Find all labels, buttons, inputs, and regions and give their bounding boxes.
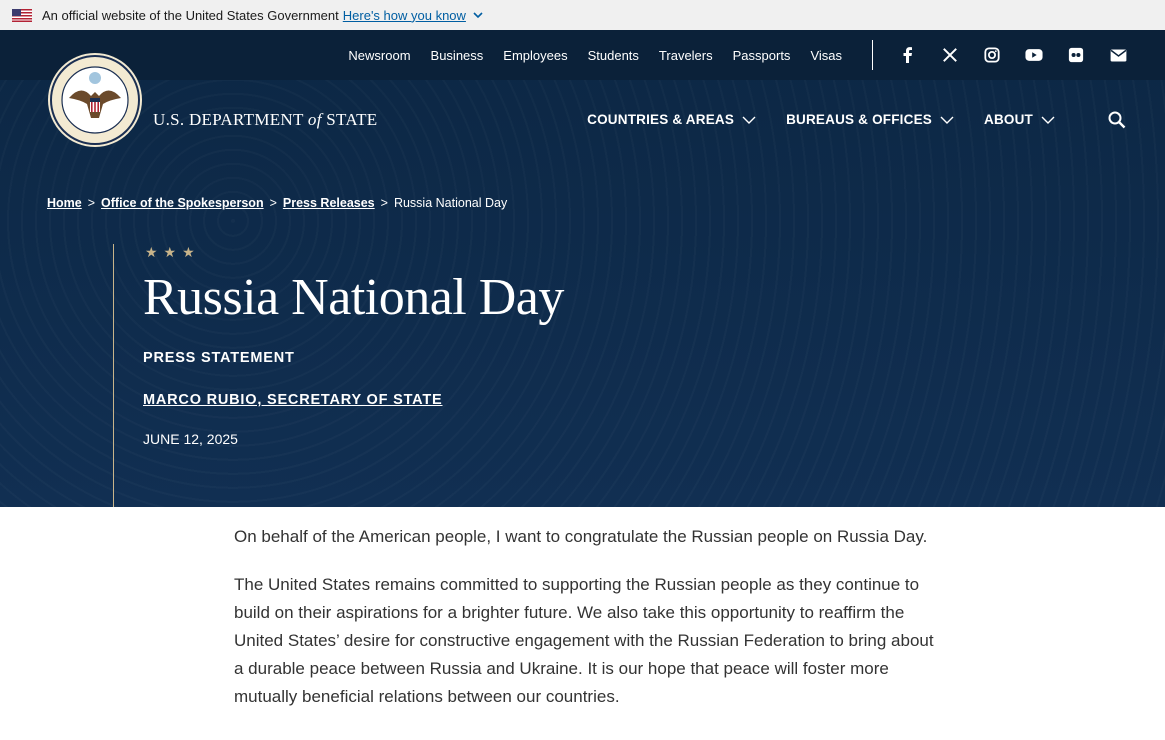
gov-banner-text: An official website of the United States Government bbox=[42, 7, 339, 23]
nav-newsroom[interactable]: Newsroom bbox=[348, 47, 411, 63]
document-type: PRESS STATEMENT bbox=[143, 350, 295, 366]
utility-nav bbox=[348, 48, 842, 63]
flickr-icon[interactable] bbox=[1067, 46, 1085, 64]
menu-about[interactable] bbox=[984, 112, 1055, 127]
social-links bbox=[899, 46, 1127, 64]
nav-business[interactable]: Business bbox=[430, 47, 484, 63]
youtube-icon[interactable] bbox=[1025, 46, 1043, 64]
nav-divider bbox=[872, 40, 873, 70]
facebook-icon[interactable] bbox=[899, 46, 917, 64]
menu-label: ABOUT bbox=[984, 112, 1033, 127]
utility-bar bbox=[0, 30, 1165, 80]
email-icon[interactable] bbox=[1109, 46, 1127, 64]
author-link[interactable]: MARCO RUBIO, SECRETARY OF STATE bbox=[143, 392, 443, 408]
chevron-down-icon bbox=[940, 115, 954, 125]
stars-decoration: ★★★ bbox=[145, 244, 201, 260]
breadcrumb-home[interactable]: Home bbox=[47, 196, 82, 210]
paragraph: On behalf of the American people, I want to congratulate the Russian people on Russia Day. bbox=[234, 527, 928, 546]
breadcrumb-press-releases[interactable]: Press Releases bbox=[282, 196, 375, 210]
nav-visas[interactable]: Visas bbox=[810, 47, 842, 63]
department-seal-logo[interactable] bbox=[47, 52, 143, 148]
chevron-down-icon[interactable] bbox=[472, 9, 484, 21]
nav-passports[interactable]: Passports bbox=[732, 47, 791, 63]
menu-label: BUREAUS & OFFICES bbox=[786, 112, 932, 127]
menu-bureaus-offices[interactable] bbox=[786, 112, 954, 127]
wordmark-suffix: STATE bbox=[321, 110, 378, 129]
how-you-know-link[interactable]: Here's how you know bbox=[342, 7, 466, 23]
breadcrumb-current: Russia National Day bbox=[393, 196, 508, 210]
hero bbox=[0, 30, 1165, 507]
primary-menu bbox=[587, 112, 1055, 127]
department-wordmark[interactable] bbox=[153, 110, 377, 130]
us-flag-icon bbox=[12, 9, 32, 22]
gov-banner bbox=[0, 0, 1165, 30]
wordmark-of: of bbox=[307, 110, 322, 129]
breadcrumb bbox=[47, 196, 507, 210]
x-icon[interactable] bbox=[941, 46, 959, 64]
menu-countries-areas[interactable] bbox=[587, 112, 756, 127]
chevron-down-icon bbox=[1041, 115, 1055, 125]
article-body bbox=[234, 523, 934, 731]
publish-date: JUNE 12, 2025 bbox=[143, 431, 238, 447]
breadcrumb-separator: > bbox=[380, 196, 388, 210]
wordmark-prefix: U.S. DEPARTMENT bbox=[153, 110, 308, 129]
breadcrumb-spokesperson[interactable]: Office of the Spokesperson bbox=[101, 196, 264, 210]
instagram-icon[interactable] bbox=[983, 46, 1001, 64]
title-rule bbox=[113, 244, 114, 507]
nav-employees[interactable]: Employees bbox=[503, 47, 568, 63]
main-header bbox=[0, 80, 1165, 160]
page-title: Russia National Day bbox=[143, 269, 564, 326]
breadcrumb-separator: > bbox=[269, 196, 277, 210]
menu-label: COUNTRIES & AREAS bbox=[587, 112, 735, 127]
nav-travelers[interactable]: Travelers bbox=[658, 47, 713, 63]
search-icon[interactable] bbox=[1107, 110, 1127, 130]
nav-students[interactable]: Students bbox=[587, 47, 639, 63]
paragraph: The United States remains committed to supporting the Russian people as they continue to build on their aspirations for a brighter future. We also take this opportunity to reaffirm the United States’ desire for constructive engagement with the Russian Federation to bring about a durable peace between Russia and Ukraine. It is our hope that peace will foster more mutually beneficial relations between our countries. bbox=[234, 575, 934, 706]
breadcrumb-separator: > bbox=[87, 196, 96, 210]
chevron-down-icon bbox=[742, 115, 756, 125]
